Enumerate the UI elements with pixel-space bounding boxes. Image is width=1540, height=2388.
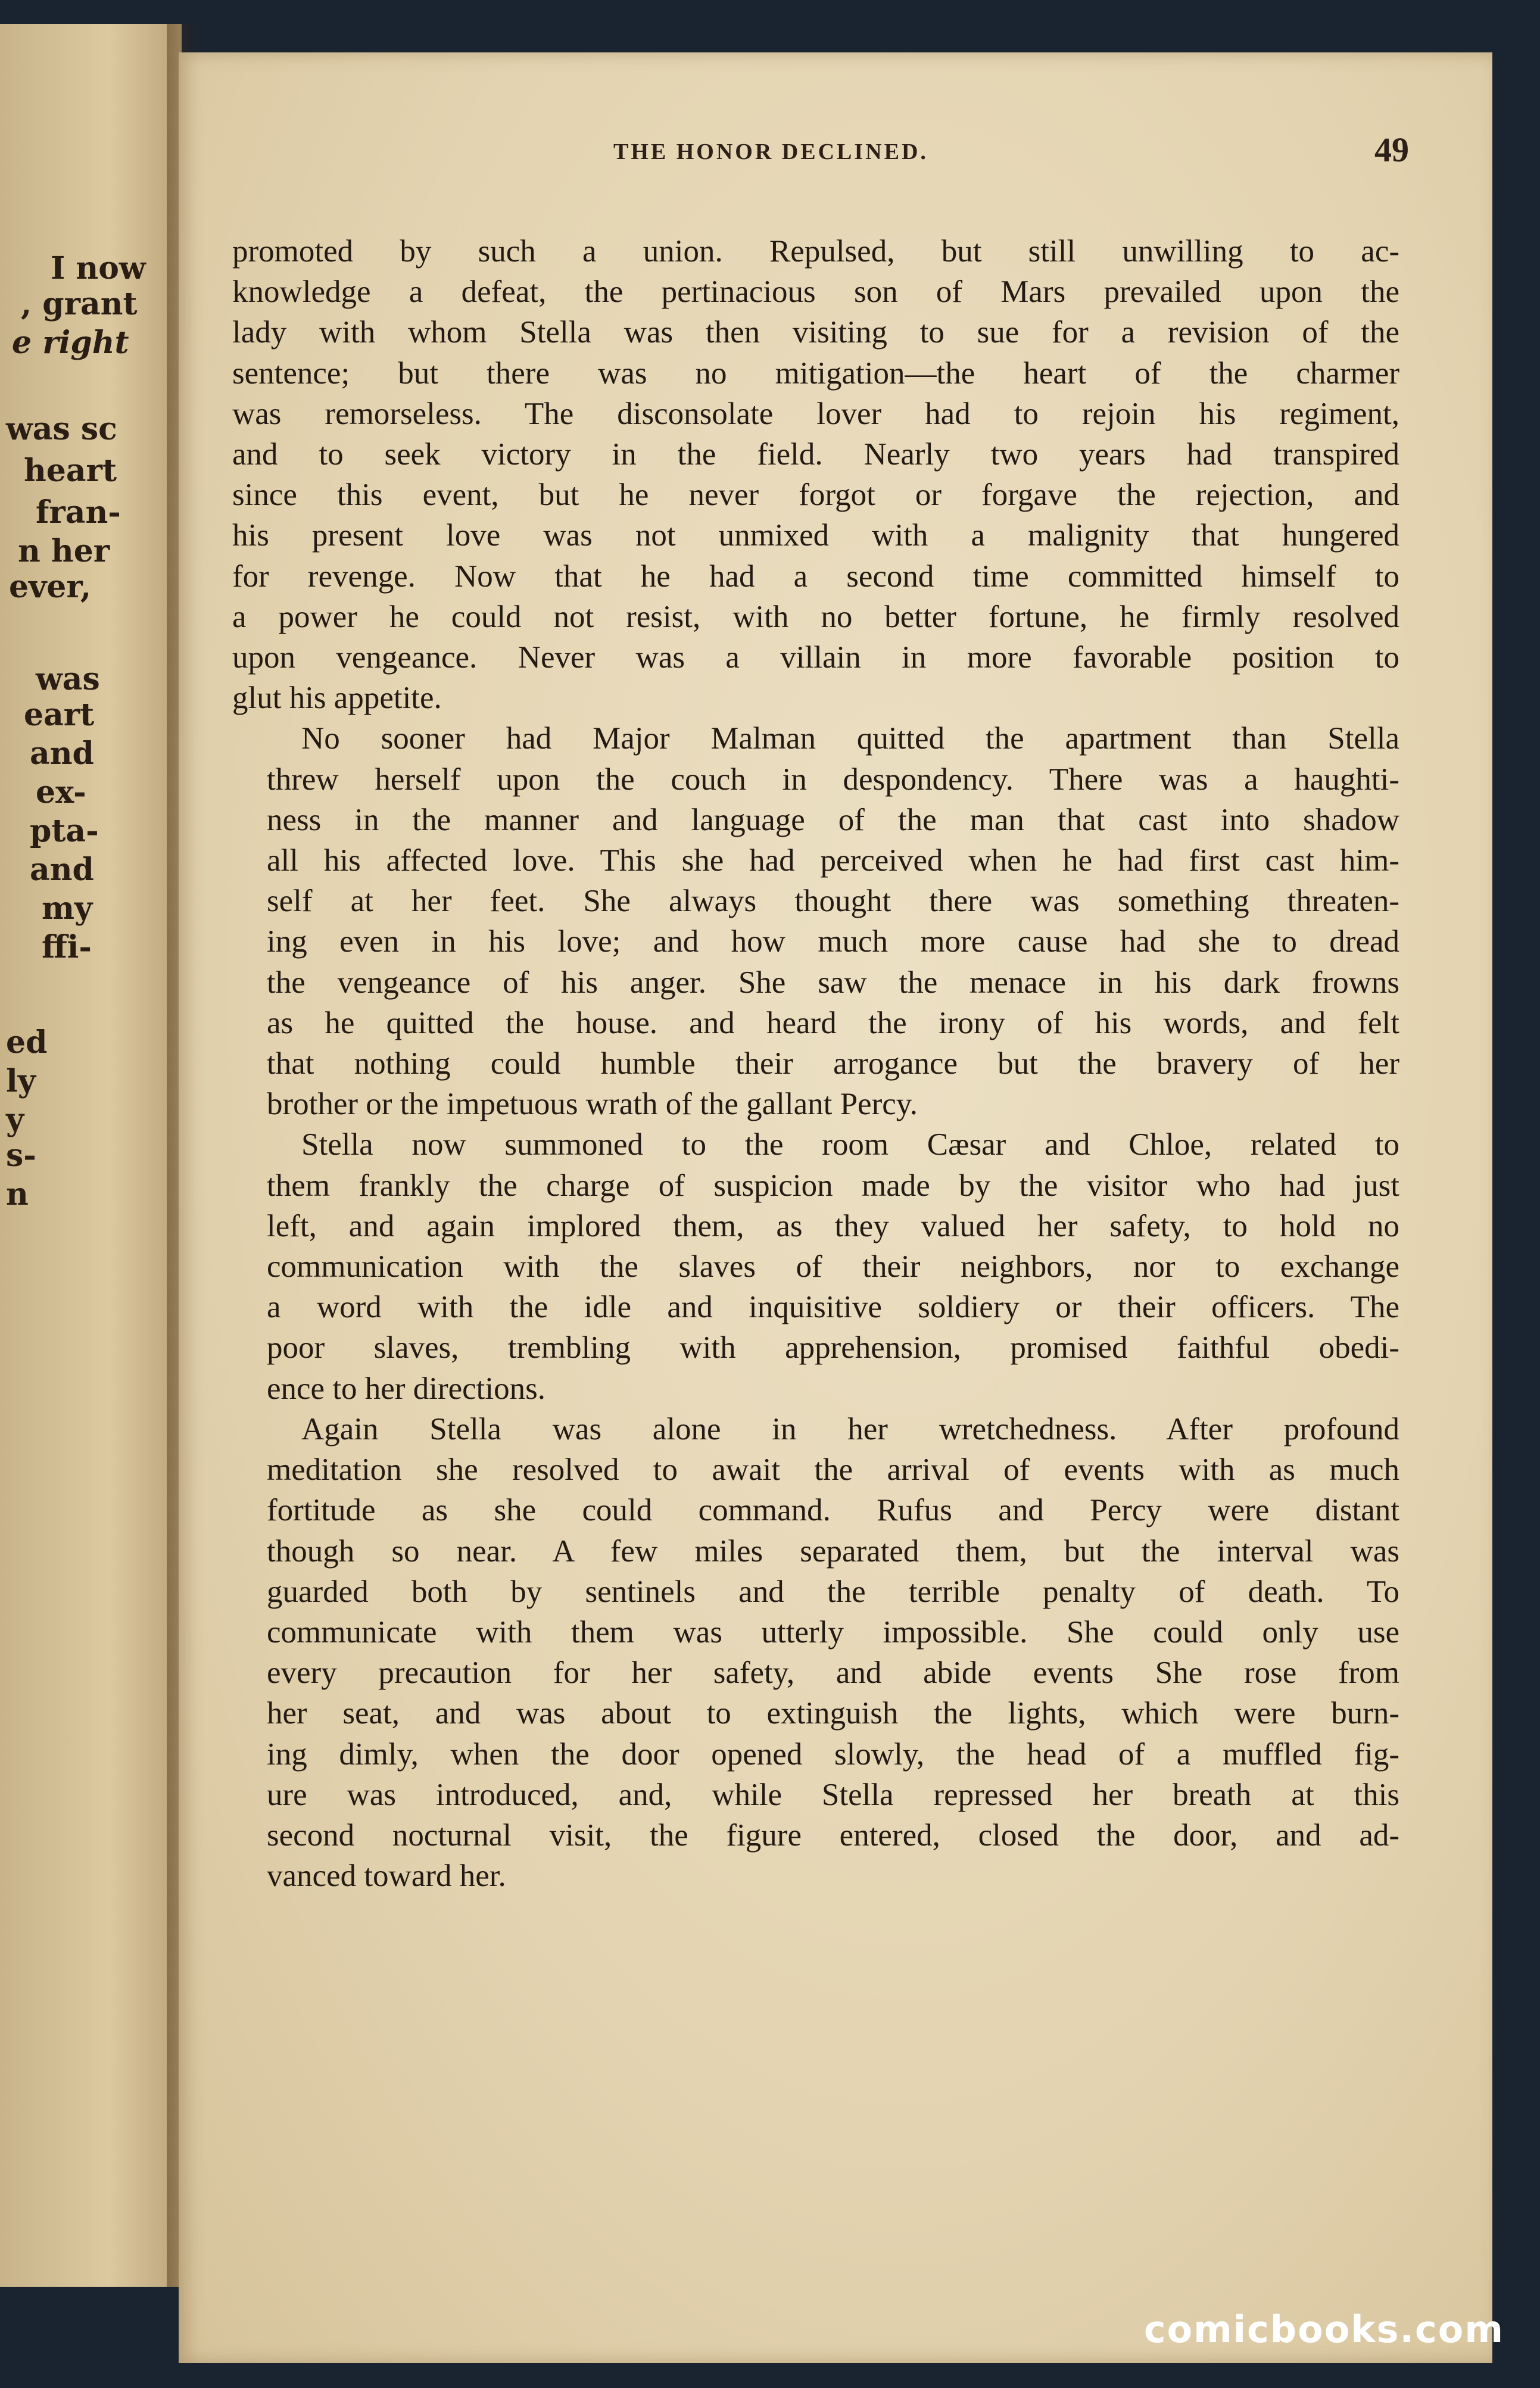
text-line: lady with whom Stella was then visiting to sue for a revision of the xyxy=(232,315,1399,350)
paragraph xyxy=(232,1124,1399,1408)
text-line: since this event, but he never forgot or forgave the rejection, and xyxy=(232,478,1399,513)
text-line: poor slaves, trembling with apprehension, promised faithful obedi- xyxy=(267,1330,1399,1366)
text-line: sentence; but there was no mitigation—the heart of the charmer xyxy=(232,356,1399,391)
left-page-fragment: was xyxy=(36,661,100,697)
text-line: Again Stella was alone in her wretchedness. After profound xyxy=(301,1411,1399,1446)
left-page-fragment: pta- xyxy=(30,813,99,849)
previous-page-edge xyxy=(0,24,182,2287)
left-page-fragment: my xyxy=(42,890,93,927)
page-number: 49 xyxy=(1374,130,1409,169)
left-page-fragment: and xyxy=(30,852,94,888)
text-line: was remorseless. The disconsolate lover had to rejoin his regiment, xyxy=(232,396,1399,431)
text-line: as he quitted the house. and heard the irony of his words, and felt xyxy=(267,1005,1399,1040)
left-page-fragment: ffi- xyxy=(42,929,92,965)
left-page-fragment: heart xyxy=(24,453,117,489)
left-page-fragment: e right xyxy=(12,325,129,361)
text-line: self at her feet. She always thought there was something threaten- xyxy=(267,884,1399,919)
text-line: meditation she resolved to await the arrival of events with as much xyxy=(267,1452,1399,1488)
text-line: ure was introduced, and, while Stella repressed her breath at this xyxy=(267,1777,1399,1812)
left-page-fragment: n her xyxy=(18,533,110,569)
text-line: a word with the idle and inquisitive soldiery or their officers. The xyxy=(267,1290,1399,1325)
text-line: and to seek victory in the field. Nearly two years had transpired xyxy=(232,437,1399,472)
text-line: upon vengeance. Never was a villain in more favorable position to xyxy=(232,640,1399,675)
left-page-fragment: was sc xyxy=(6,411,117,447)
text-line: his present love was not unmixed with a malignity that hungered xyxy=(232,518,1399,553)
text-line: a power he could not resist, with no better fortune, he firmly resolved xyxy=(232,599,1399,634)
text-line: ing dimly, when the door opened slowly, the head of a muffled fig- xyxy=(267,1737,1399,1772)
text-line: though so near. A few miles separated them, but the interval was xyxy=(267,1533,1399,1569)
text-line: No sooner had Major Malman quitted the apartment than Stella xyxy=(301,721,1399,756)
text-line: every precaution for her safety, and abide events She rose from xyxy=(267,1656,1399,1691)
paragraph xyxy=(232,1409,1399,1896)
text-line: communicate with them was utterly impossible. She could only use xyxy=(267,1614,1399,1650)
text-line: guarded both by sentinels and the terrible penalty of death. To xyxy=(267,1574,1399,1609)
watermark: comicbooks.com xyxy=(1143,2308,1504,2351)
text-line: second nocturnal visit, the figure entered, closed the door, and ad- xyxy=(267,1818,1399,1853)
text-line: brother or the impetuous wrath of the gallant Percy. xyxy=(267,1087,918,1122)
text-line: knowledge a defeat, the pertinacious son of Mars prevailed upon the xyxy=(232,275,1399,310)
text-line: Stella now summoned to the room Cæsar and Chloe, related to xyxy=(301,1127,1399,1162)
running-head: THE HONOR DECLINED. xyxy=(613,139,928,164)
left-page-fragment: and xyxy=(30,735,94,772)
paragraph xyxy=(232,231,1399,718)
left-page-fragment: ly xyxy=(6,1063,36,1099)
text-line: threw herself upon the couch in despondency. There was a haughti- xyxy=(267,762,1399,797)
text-line: fortitude as she could command. Rufus and Percy were distant xyxy=(267,1493,1399,1528)
text-line: promoted by such a union. Repulsed, but still unwilling to ac- xyxy=(232,234,1399,269)
text-line: that nothing could humble their arrogance but the bravery of her xyxy=(267,1046,1399,1081)
left-page-fragment: eart xyxy=(24,697,95,733)
paragraph xyxy=(232,718,1399,1124)
text-line: them frankly the charge of suspicion made by the visitor who had just xyxy=(267,1168,1399,1203)
text-line: all his affected love. This she had perceived when he had first cast him- xyxy=(267,843,1399,878)
text-line: her seat, and was about to extinguish the lights, which were burn- xyxy=(267,1696,1399,1731)
left-page-fragment: ed xyxy=(6,1024,48,1061)
left-page-fragment: fran- xyxy=(36,494,121,531)
left-page-fragment: ever, xyxy=(9,569,92,605)
text-line: ing even in his love; and how much more cause had she to dread xyxy=(267,924,1399,959)
text-line: glut his appetite. xyxy=(232,681,442,716)
text-line: ence to her directions. xyxy=(267,1371,545,1406)
left-page-fragment: ex- xyxy=(36,774,86,810)
text-line: the vengeance of his anger. She saw the menace in his dark frowns xyxy=(267,965,1399,1000)
left-page-fragment: n xyxy=(6,1176,29,1212)
text-line: communication with the slaves of their neighbors, nor to exchange xyxy=(267,1249,1399,1285)
text-line: vanced toward her. xyxy=(267,1859,506,1894)
body-text xyxy=(232,231,1399,1896)
text-line: left, and again implored them, as they valued her safety, to hold no xyxy=(267,1208,1399,1243)
left-page-fragment: , grant xyxy=(21,286,138,322)
book-page xyxy=(179,52,1492,2363)
text-line: for revenge. Now that he had a second time committed himself to xyxy=(232,559,1399,594)
text-line: ness in the manner and language of the man that cast into shadow xyxy=(267,802,1399,837)
left-page-fragment: y xyxy=(6,1102,24,1138)
left-page-fragment: s- xyxy=(6,1137,36,1174)
left-page-fragment: I now xyxy=(51,250,146,286)
